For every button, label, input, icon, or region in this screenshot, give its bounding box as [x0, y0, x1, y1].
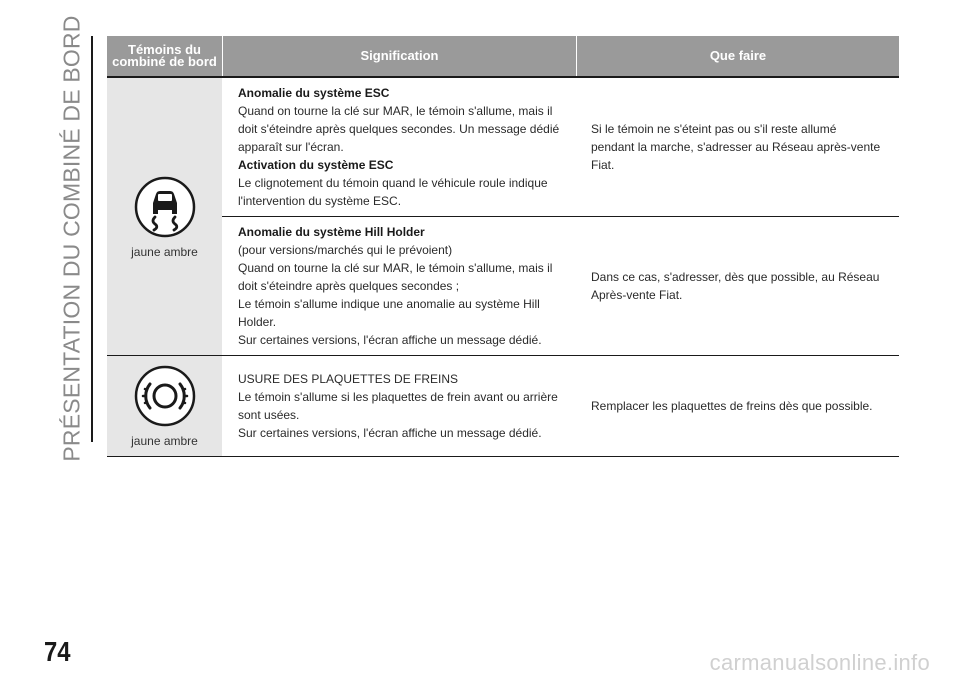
- section-divider-line: [91, 36, 93, 442]
- meaning-text: Sur certaines versions, l'écran affiche un message dédié.: [238, 333, 542, 347]
- table-group-brake-pads: [107, 356, 899, 457]
- action-text: Si le témoin ne s'éteint pas ou s'il reste allumé pendant la marche, s'adresser au Réseau après-vente Fiat.: [591, 122, 881, 172]
- header-cell-signification: Signification: [222, 36, 576, 76]
- action-text: Remplacer les plaquettes de freins dès que possible.: [591, 399, 873, 413]
- table-row: [222, 356, 899, 456]
- brake-pad-wear-icon: [133, 364, 197, 428]
- action-cell: [574, 217, 899, 355]
- meaning-heading: Anomalie du système ESC: [238, 86, 390, 100]
- action-cell: [574, 78, 899, 216]
- color-label: jaune ambre: [131, 244, 198, 259]
- meaning-heading: USURE DES PLAQUETTES DE FREINS: [238, 372, 459, 386]
- page-number: 74: [44, 636, 71, 667]
- table-group-esc: [107, 78, 899, 356]
- table-row: [222, 78, 899, 216]
- meaning-text: (pour versions/marchés qui le prévoient): [238, 243, 453, 257]
- section-title-vertical: [52, 14, 92, 462]
- watermark: carmanualsonline.info: [709, 650, 930, 675]
- section-title-text: PRÉSENTATION DU COMBINÉ DE BORD: [58, 14, 85, 462]
- warning-light-cell: [107, 78, 222, 355]
- color-label: jaune ambre: [131, 434, 198, 448]
- action-cell: [574, 356, 899, 456]
- table-row: [222, 216, 899, 355]
- warning-lights-table: [107, 36, 899, 457]
- meaning-cell: [222, 78, 574, 216]
- meaning-cell: [222, 356, 574, 456]
- meaning-text: Le clignotement du témoin quand le véhicule roule indique l'intervention du système ESC.: [238, 176, 548, 208]
- meaning-text: Quand on tourne la clé sur MAR, le témoin s'allume, mais il doit s'éteindre après quelques secondes. Un message dédié apparaît sur l'écran.: [238, 104, 560, 154]
- header-cell-que-faire: Que faire: [576, 36, 899, 76]
- meaning-cell: [222, 217, 574, 355]
- meaning-heading: Anomalie du système Hill Holder: [238, 225, 425, 239]
- meaning-text: Le témoin s'allume si les plaquettes de frein avant ou arrière sont usées.: [238, 390, 558, 422]
- table-header: [107, 36, 899, 78]
- meaning-text: Quand on tourne la clé sur MAR, le témoin s'allume, mais il doit s'éteindre après quelques secondes ;: [238, 261, 553, 293]
- meaning-text: Le témoin s'allume indique une anomalie au système Hill Holder.: [238, 297, 540, 329]
- header-cell-temoins: Témoins du combiné de bord: [112, 42, 217, 69]
- meaning-heading: Activation du système ESC: [238, 158, 394, 172]
- warning-light-cell: [107, 356, 222, 456]
- esc-skid-warning-icon: [133, 175, 197, 239]
- meaning-text: Sur certaines versions, l'écran affiche un message dédié.: [238, 426, 542, 440]
- action-text: Dans ce cas, s'adresser, dès que possible, au Réseau Après-vente Fiat.: [591, 270, 880, 302]
